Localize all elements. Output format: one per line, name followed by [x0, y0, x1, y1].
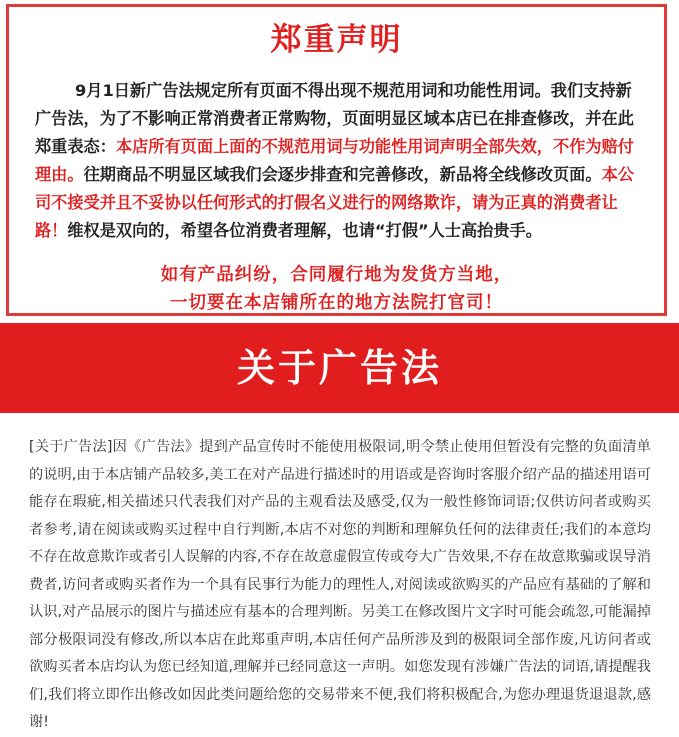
banner-title: 关于广告法 [236, 346, 442, 390]
notice-paragraph [35, 77, 647, 245]
notice-text-3: 维权是双向的，希望各位消费者理解，也请“打假”人士高抬贵手。 [67, 221, 542, 240]
notice-footer [9, 261, 664, 317]
notice-title: 郑重声明 [270, 22, 403, 58]
notice-highlight-1: 本店所有页面上面的不规范用词与功能性用词声明全部失效，不作为赔付理由。 [35, 137, 634, 184]
notice-text-1: 9月1日新广告法规定所有页面不得出现不规范用词和功能性用词。我们支持新广告法，为了不影响正常消费者正常购物，页面明显区域本店已在排查修改，并在此郑重表态： [35, 81, 634, 156]
notice-footer-line-2: 一切要在本店铺所在的地方法院打官司！ [170, 293, 503, 313]
notice-highlight-2: 本公司不接受并且不妥协以任何形式的打假名义进行的网络欺诈，请为正真的消费者让路！ [35, 165, 634, 240]
advertising-law-text: [关于广告法]因《广告法》提到产品宣传时不能使用极限词,明令禁止使用但暂没有完整的负面清单的说明,由于本店铺产品较多,美工在对产品进行描述时的用语或是咨询时客服介绍产品的描述用语可能存在瑕疵,相关描述只代表我们对产品的主观看法及感受,仅为一般性修饰词语;仅供访问者或购买者参考,请在阅读或购买过程中自行判断,本店不对您的判断和理解负任何的法律责任;我们的本意均不存在故意欺诈或者引人误解的内容,不存在故意虚假宣传或夸大广告效果,不存在故意欺骗或误导消费者,访问者或购买者作为一个具有民事行为能力的理性人,对阅读或欲购买的产品应有基础的了解和认识,对产品展示的图片与描述应有基本的合理判断。另美工在修改图片文字时可能会疏忽,可能漏掉部分极限词没有修改,所以本店在此郑重声明,本店任何产品所涉及到的极限词全部作废,凡访问者或欲购买者本店均认为您已经知道,理解并已经同意这一声明。如您发现有涉嫌广告法的词语,请提醒我们,我们将立即作出修改如因此类问题给您的交易带来不便,我们将积极配合,为您办理退货退退款,感谢! [29, 439, 651, 730]
notice-body [35, 77, 647, 245]
notice-text-2: 往期商品不明显区域我们会逐步排查和完善修改，新品将全线修改页面。 [83, 165, 602, 184]
solemn-statement-box [6, 4, 667, 316]
advertising-law-banner [0, 323, 679, 413]
notice-footer-line-1: 如有产品纠纷，合同履行地为发货方当地， [160, 265, 513, 285]
